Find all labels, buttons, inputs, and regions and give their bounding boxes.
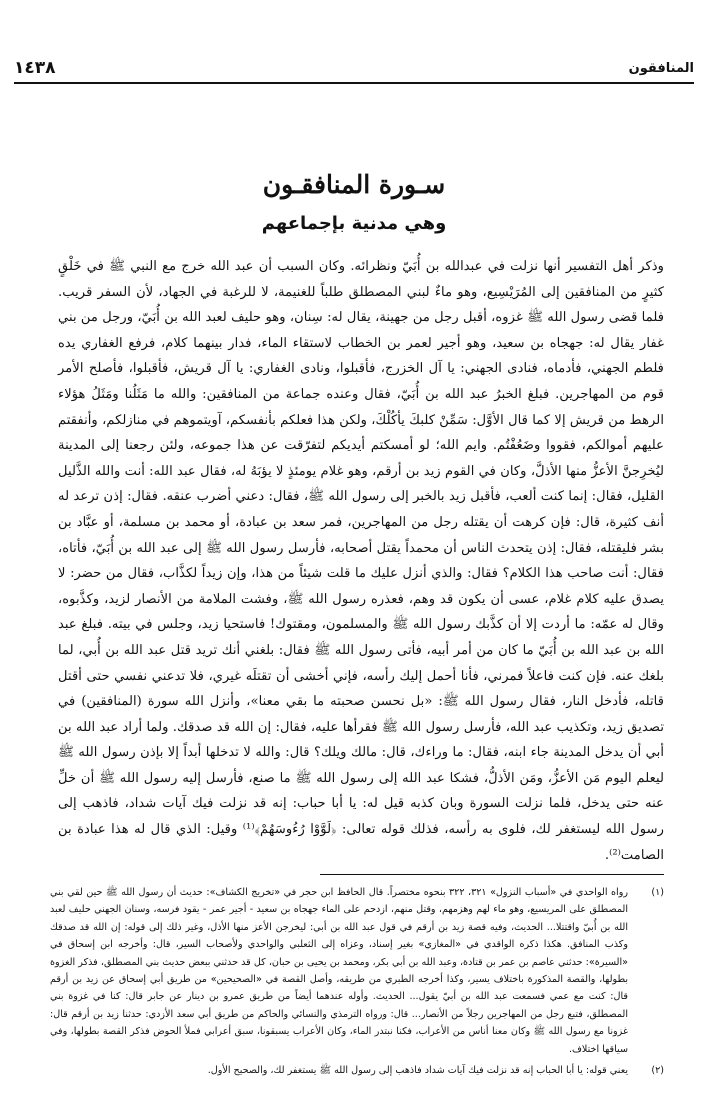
surah-title: سـورة المنافقـون [262, 170, 446, 199]
header-rule [14, 82, 694, 84]
footnote-separator [320, 874, 664, 875]
footnote-text: رواه الواحدي في «أسباب النزول» ٣٢١، ٣٢٢ بنحوه مختصراً. قال الحافظ ابن حجر في «تخريج الكشاف»: حديث أن رسول الله ﷺ حين لقي بني المصطلق على المريسيع، وهو ماء لهم وهزمهم، وقتل منهم، ازدحم على الماء جهجاه بن سعيد - أجير عمر - يقود فرسه، وسنان الجهني حليف لعبد الله بن أُبيّ واقتتلا... الحديث، وفيه قصة زيد بن أرقم في قول عبد الله بن أبي: ليخرجن الأعز منها الأذل، وغير ذلك إلى قوله: إن الله قد صدقك وكذب المنافق. هكذا ذكره الواقدي في «المغازي» بغير إسناد، وعزاه إلى الثعلبي والواحدي ولأصحاب السير، قال: وأخرجه ابن إسحاق في «السيرة»: حدثني عاصم بن عمر بن قتادة، وعبد الله بن أبي بكر، ومحمد بن يحيى بن حبان، كل قد حدثني ببعض حديث بني المصطلق، فذكر الغزوة بطولها، والقصة المذكورة باختلاف يسير، وكذا أخرجه الطبري من طريقه، وأصل القصة في «الصحيحين» من طريق أبي إسحاق عن زيد بن أرقم قال: كنت مع عمي فسمعت عبد الله بن أبيّ يقول... الحديث. وأوله عندهما أيضاً من طريق عمرو بن دينار عن جابر قال: كنا في غزوة بني المصطلق، فتبع رجل من المهاجرين رجلاً من الأنصار... قال: ورواه الترمذي والنسائي والحاكم من طريق أبي سعد الأزدي: حدثنا زيد بن أرقم قال: غزونا مع رسول الله ﷺ وكان معنا أناس من الأعراب، فكنا نبتدر الماء، وكان الأعراب يسبقونا، سبق أعرابي فملأ الحوض فذكر القصة بطولها، وفي سياقها اختلاف. [50, 887, 628, 1055]
footnote-2 [50, 1062, 664, 1079]
running-title: المنافقون [628, 60, 694, 76]
footnote-number: (٢) [651, 1065, 664, 1077]
running-header [14, 56, 694, 80]
footnote-1 [50, 884, 664, 1058]
footnotes [50, 884, 664, 1079]
main-commentary-text: وذكر أهل التفسير أنها نزلت في عبدالله بن أُبَيّ ونظرائه. وكان السبب أن عبد الله خرج مع النبي ﷺ في خَلْقٍ كثيرٍ من المنافقين إلى المُرَيْسِيع، وهو ماءٌ لبني المصطلق طلباً للغنيمة، لا للرغبة في الجهاد، لأن السفر قريب. فلما قضى رسول الله ﷺ غزوه، أقبل رجل من جهينة، يقال له: سِنان، وهو حليف لعبد الله بن أُبَيّ، ورجل من بني غفار يقال له: جهجاه بن سعيد، وهو أجير لعمر بن الخطاب لاستقاء الماء، فدار بينهما كلام، فرفع الغفاري يده فلطم الجهني، فأدماه، فنادى الجهني: يا آل الخزرج، فأقبلوا، ونادى الغفاري: يا آل قريش، فأقبلوا، فأصلح الأمر قوم من المهاجرين. فبلغ الخبرُ عبد الله بن أُبَيّ، فقال وعنده جماعة من المنافقين: والله ما مَثَلُنا ومَثَلُ هؤلاء الرهط من قريش إلا كما قال الأوَّل: سَمِّنْ كلبكَ يأكُلْكَ، ولكن هذا فعلكم بأنفسكم، آويتموهم في منازلكم، وأنفقتم عليهم أموالكم، فقووا وضَعُفْتُم. وايم الله؛ لو أمسكتم أيديكم لتفرّقت عن هذا جموعه، ولئن رجعنا إلى المدينة ليُخرِجنَّ الأعزُّ منها الأذلَّ، وكان في القوم زيد بن أرقم، وهو غلام يومئذٍ لا يؤبَهُ له، فقال عبد الله: أنت والله الذَّليل القليل، فقال: إنما كنت ألعب، فأقبل زيد بالخبر إلى رسول الله ﷺ، فقال: دعني أضرب عنقه. فقال: إذن ترعد له أنف كثيرة، قال: فإن كرهت أن يقتله رجل من المهاجرين، فمر سعد بن عبادة، أو محمد بن مسلمة، أو عبَّاد بن بشر فليقتله، فقال: إذن يتحدث الناس أن محمداً يقتل أصحابه، فأرسل رسول الله ﷺ إلى عبد الله بن أُبَيّ، فأتاه، فقال: أنت صاحب هذا الكلام؟ فقال: والذي أنزل عليك ما قلت شيئاً من هذا، وإن زيداً لكذَّاب، فقال من حضر: لا يصدق عليه كلام غلام، عسى أن يكون قد وهم، فعذره رسول الله ﷺ، وفشت الملامة من الأنصار لزيد، وكذَّبوه، وقال له عمّه: ما أردت إلا أن كذَّبك رسول الله ﷺ والمسلمون، ومقتوك! فاستحيا زيد، وجلس في بيته. فبلغ عبد الله بن عبد الله بن أُبَيّ ما كان من أمر أبيه، فأتى رسول الله ﷺ فقال: بلغني أنك تريد قتل عبد الله بن أُبي، لما بلغك عنه. فإن كنت فاعلاً فمرني، فأنا أحمل إليك رأسه، فإني أخشى أن تقتلَه غيري، فلا تدعني نفسي حتى أقتل قاتله، فأدخل النار، فقال رسول الله ﷺ: «بل نحسن صحبته ما بقي معنا»، وأنزل الله سورة (المنافقين) في تصديق زيد، وتكذيب عبد الله، فأرسل رسول الله ﷺ فقرأها عليه، فقال: إن الله قد صدقك. ولما أراد عبد الله بن أبي أن يدخل المدينة جاء ابنه، فقال: ما وراءك، قال: مالك ويلك؟ قال: والله لا تدخلها أبداً إلا بإذن رسول الله ﷺ ليعلم اليوم مَن الأعزُّ، ومَن الأذلُّ، فشكا عبد الله إلى رسول الله ﷺ ما صنع، فأرسل إليه رسول الله ﷺ أن خلِّ عنه حتى يدخل، فلما نزلت السورة وبان كذبه قيل له: يا أبا حباب: إنه قد نزلت فيك آيات شداد، فاذهب إلى رسول الله ليستغفر لك، فلوى به رأسه، فذلك قوله تعالى: ﴿لَوَّوْا رُءُوسَهُمْ﴾⁽¹⁾ وقيل: الذي قال له هذا عبادة بن الصامت⁽²⁾. [58, 259, 664, 863]
page-number: ١٤٣٨ [14, 58, 56, 78]
surah-subtitle: وهي مدنية بإجماعهم [261, 213, 447, 234]
footnote-number: (١) [651, 887, 664, 898]
footnote-text: يعني قوله: يا أبا الحباب إنه قد نزلت فيك آيات شداد فاذهب إلى رسول الله ﷺ يستغفر لك، والصحيح الأول. [207, 1065, 628, 1077]
